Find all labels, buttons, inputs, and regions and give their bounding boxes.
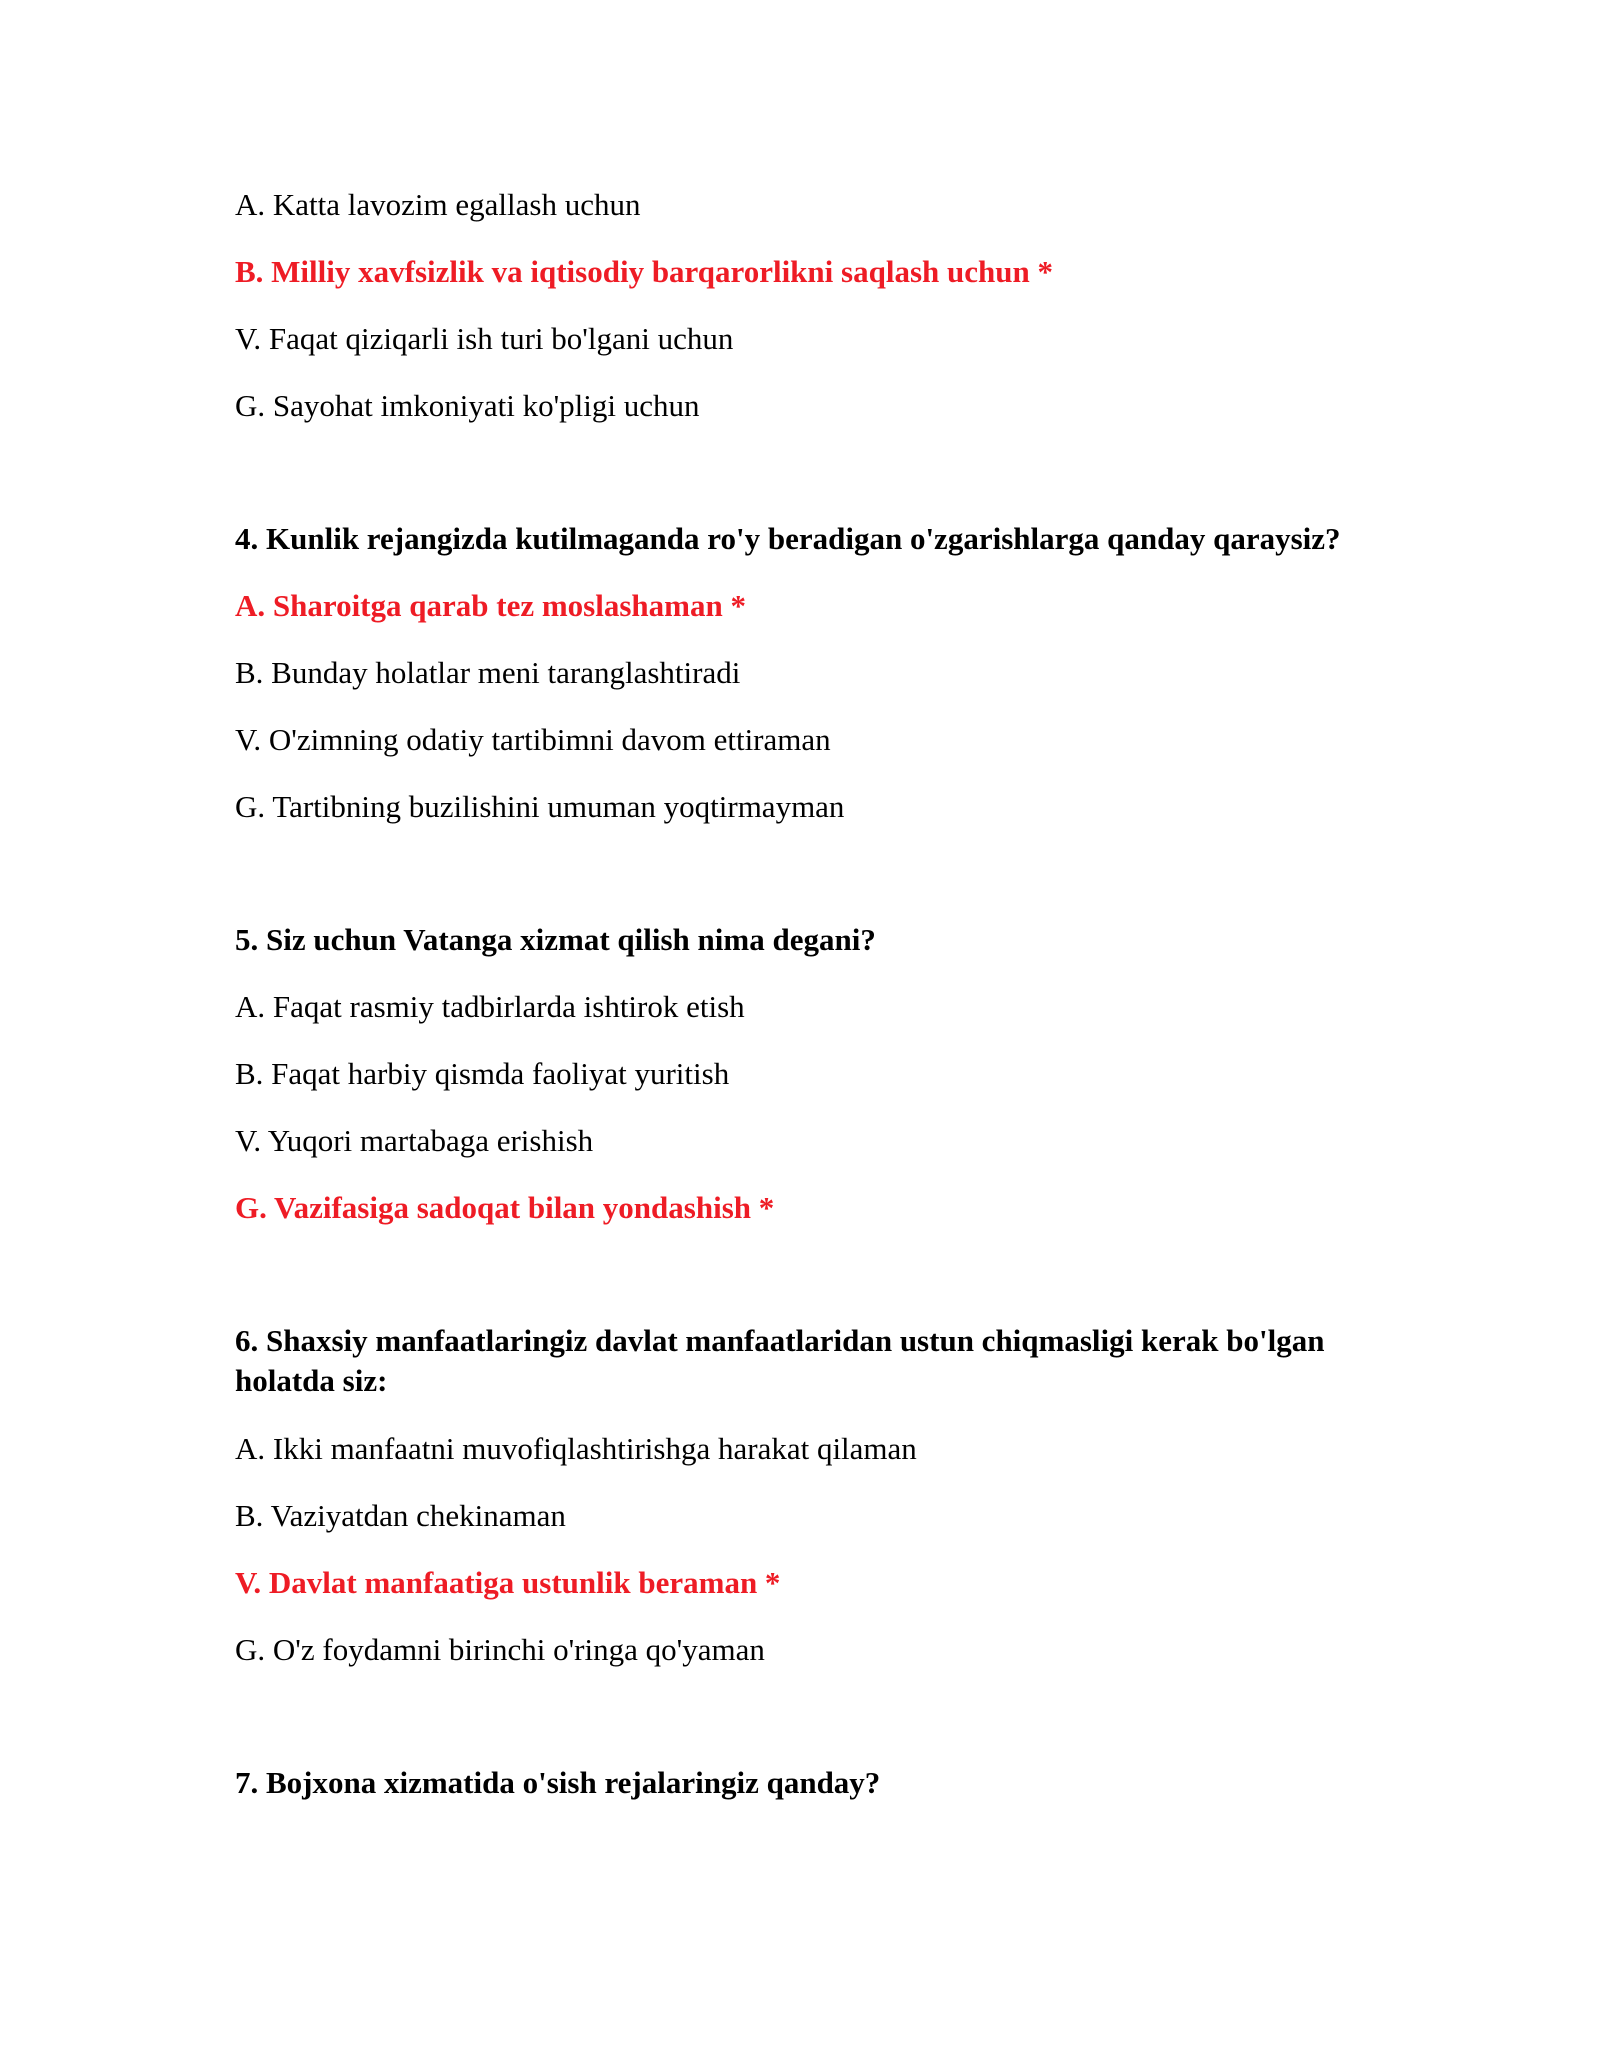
q3-option-v: V. Faqat qiziqarli ish turi bo'lgani uchun bbox=[235, 321, 734, 356]
q5-option-a: A. Faqat rasmiy tadbirlarda ishtirok etish bbox=[235, 989, 745, 1024]
q3-option-g: G. Sayohat imkoniyati ko'pligi uchun bbox=[235, 388, 700, 423]
q4-option-v: V. O'zimning odatiy tartibimni davom ettiraman bbox=[235, 722, 831, 757]
q4-option-b: B. Bunday holatlar meni taranglashtiradi bbox=[235, 655, 741, 690]
q7-question: 7. Bojxona xizmatida o'sish rejalaringiz qanday? bbox=[235, 1765, 881, 1800]
q3-option-a: A. Katta lavozim egallash uchun bbox=[235, 187, 641, 222]
q4-option-a-correct: A. Sharoitga qarab tez moslashaman * bbox=[235, 588, 746, 623]
q6-option-v-correct: V. Davlat manfaatiga ustunlik beraman * bbox=[235, 1565, 781, 1600]
q6-option-a: A. Ikki manfaatni muvofiqlashtirishga harakat qilaman bbox=[235, 1431, 917, 1466]
q5-option-v: V. Yuqori martabaga erishish bbox=[235, 1123, 594, 1158]
q4-question: 4. Kunlik rejangizda kutilmaganda ro'y beradigan o'zgarishlarga qanday qaraysiz? bbox=[235, 521, 1341, 556]
q3-option-b-correct: B. Milliy xavfsizlik va iqtisodiy barqarorlikni saqlash uchun * bbox=[235, 254, 1053, 289]
q6-question: 6. Shaxsiy manfaatlaringiz davlat manfaatlaridan ustun chiqmasligi kerak bo'lgan holatda siz: bbox=[235, 1323, 1325, 1398]
q6-option-b: B. Vaziyatdan chekinaman bbox=[235, 1498, 566, 1533]
q4-option-g: G. Tartibning buzilishini umuman yoqtirmayman bbox=[235, 789, 845, 824]
q5-question: 5. Siz uchun Vatanga xizmat qilish nima degani? bbox=[235, 922, 876, 957]
q5-option-g-correct: G. Vazifasiga sadoqat bilan yondashish * bbox=[235, 1190, 775, 1225]
q6-option-g: G. O'z foydamni birinchi o'ringa qo'yaman bbox=[235, 1632, 765, 1667]
q5-option-b: B. Faqat harbiy qismda faoliyat yuritish bbox=[235, 1056, 730, 1091]
